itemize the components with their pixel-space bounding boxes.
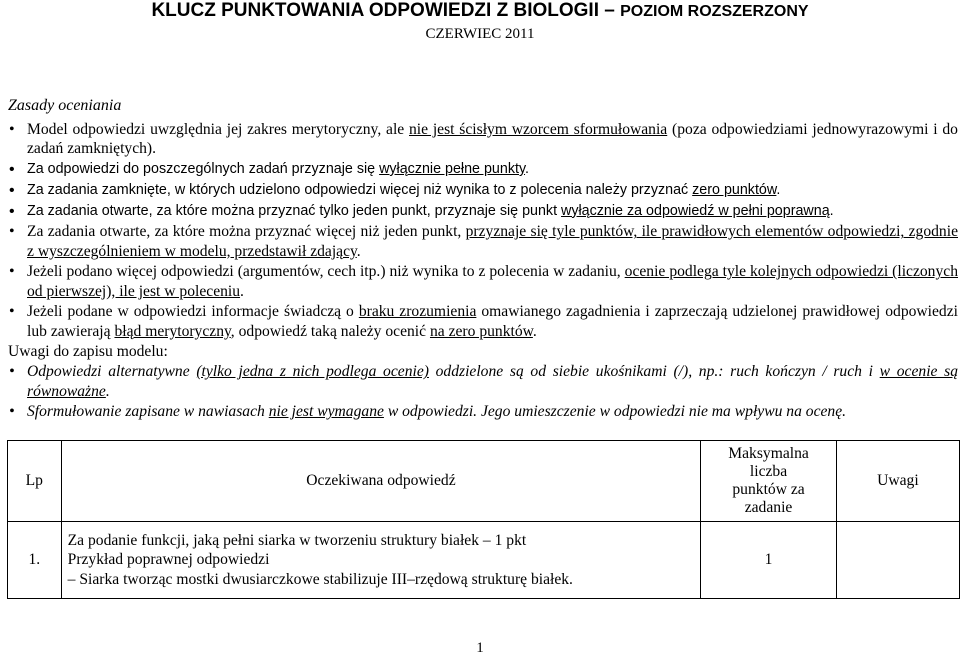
rule-4-text: Za zadania otwarte, za które można przyznać tylko jeden punkt, przyznaje się punkt (27, 202, 562, 219)
rule-1-text: Model odpowiedzi uwzględnia jej zakres merytoryczny, ale (27, 121, 409, 138)
document-title (0, 0, 960, 22)
note-2-text-end: w odpowiedzi. Jego umieszczenie w odpowiedzi nie ma wpływu na ocenę. (383, 403, 847, 421)
title-main: KLUCZ PUNKTOWANIA ODPOWIEDZI Z BIOLOGII – (151, 0, 621, 21)
header-max-line-4: zadanie (744, 499, 793, 516)
rule-item-3 (8, 181, 958, 200)
rule-3-emphasis: zero punktów (692, 181, 777, 198)
rule-3-text-end: . (776, 181, 781, 198)
rule-1-emphasis: nie jest ścisłym wzorcem sformułowania (409, 121, 668, 138)
header-lp: Lp (8, 441, 62, 522)
note-1-emphasis-2: w ocenie są równoważne (27, 363, 959, 400)
row-lp: 1. (8, 522, 62, 599)
rule-6-text: Jeżeli podano więcej odpowiedzi (argumentów, cech itp.) niż wynika to z polecenia w zadaniu, (27, 263, 625, 281)
document-subtitle: CZERWIEC 2011 (425, 26, 535, 42)
rule-3-text: Za zadania zamknięte, w których udzielono odpowiedzi więcej niż wynika to z polecenia należy przyznać (27, 181, 693, 198)
rule-2-emphasis: wyłącznie pełne punkty (379, 160, 526, 177)
rule-7-text: Jeżeli podane w odpowiedzi informacje świadczą o (27, 303, 359, 321)
rule-item-2 (8, 160, 958, 179)
rule-4-text-end: . (829, 202, 834, 219)
row-expected-answer (61, 522, 701, 599)
note-1-text: Odpowiedzi alternatywne (27, 363, 197, 381)
header-max-points (701, 441, 836, 522)
rule-item-4 (8, 202, 958, 221)
note-1-emphasis: (tylko jedna z nich podlega ocenie) (196, 363, 429, 381)
rules-list (8, 120, 958, 341)
header-remarks: Uwagi (836, 441, 959, 522)
header-max-line-2: liczba (749, 463, 788, 480)
rule-item-5 (8, 222, 958, 261)
note-1-text-mid: oddzielone są od siebie ukośnikami (/), np.: ruch kończyn / ruch i (428, 363, 880, 381)
note-2-text: Sformułowanie zapisane w nawiasach (27, 403, 269, 421)
title-level: POZIOM ROZSZERZONY (620, 3, 809, 20)
answer-example: – Siarka tworząc mostki dwusiarczkowe stabilizuje III–rzędową strukturę białek. (67, 570, 573, 588)
rule-7-emphasis-2: błąd merytoryczny (114, 322, 231, 340)
page-number: 1 (476, 640, 484, 656)
notes-list (8, 362, 958, 421)
row-remarks (836, 522, 959, 599)
notes-heading: Uwagi do zapisu modelu: (8, 343, 168, 361)
scoring-table (7, 440, 960, 599)
rule-item-1 (8, 120, 958, 159)
rule-2-text-end: . (525, 160, 530, 177)
rule-7-emphasis-3: na zero punktów (429, 322, 533, 340)
rule-2-text: Za odpowiedzi do poszczególnych zadań przyznaje się (27, 160, 380, 177)
header-max-line-1: Maksymalna (728, 445, 809, 462)
rules-section (8, 120, 958, 423)
rule-7-emphasis-1: braku zrozumienia (358, 303, 477, 321)
header-expected-answer: Oczekiwana odpowiedź (61, 441, 701, 522)
answer-example-label: Przykład poprawnej odpowiedzi (67, 551, 270, 569)
rule-6-text-end: . (240, 282, 244, 300)
rule-5-emphasis: przyznaje się tyle punktów, ile prawidłowych elementów odpowiedzi, zgodnie z wyszczególnieniem w modelu, przedstawił zdający (27, 223, 958, 260)
rule-6-emphasis: ocenie podlega tyle kolejnych odpowiedzi (liczonych od pierwszej), ile jest w poleceniu (27, 263, 958, 300)
table-header-row (8, 441, 960, 522)
rule-item-6 (8, 262, 958, 301)
rule-4-emphasis: wyłącznie za odpowiedź w pełni poprawną (561, 202, 830, 219)
row-max-points: 1 (701, 522, 836, 599)
rule-item-7 (8, 302, 958, 341)
answer-criterion: Za podanie funkcji, jaką pełni siarka w tworzeniu struktury białek – 1 pkt (67, 531, 527, 549)
rules-heading: Zasady oceniania (8, 97, 122, 114)
note-item-2 (8, 402, 958, 421)
header-max-line-3: punktów za (732, 481, 805, 498)
note-1-text-end: . (105, 382, 110, 400)
rule-1-text-end: (poza odpowiedziami jednowyrazowymi i do zadań zamkniętych). (27, 121, 958, 158)
rule-7-text-mid-2: , odpowiedź taką należy ocenić (230, 322, 430, 340)
note-2-emphasis: nie jest wymagane (268, 403, 384, 421)
rule-5-text-end: . (356, 242, 361, 260)
rule-7-text-mid: omawianego zagadnienia i zaprzeczają udzielonej prawidłowej odpowiedzi lub zawierają (27, 303, 958, 340)
rule-7-text-end: . (532, 322, 537, 340)
rule-5-text: Za zadania otwarte, za które można przyznać więcej niż jeden punkt, (27, 223, 466, 241)
note-item-1 (8, 362, 958, 401)
table-row (8, 522, 960, 599)
